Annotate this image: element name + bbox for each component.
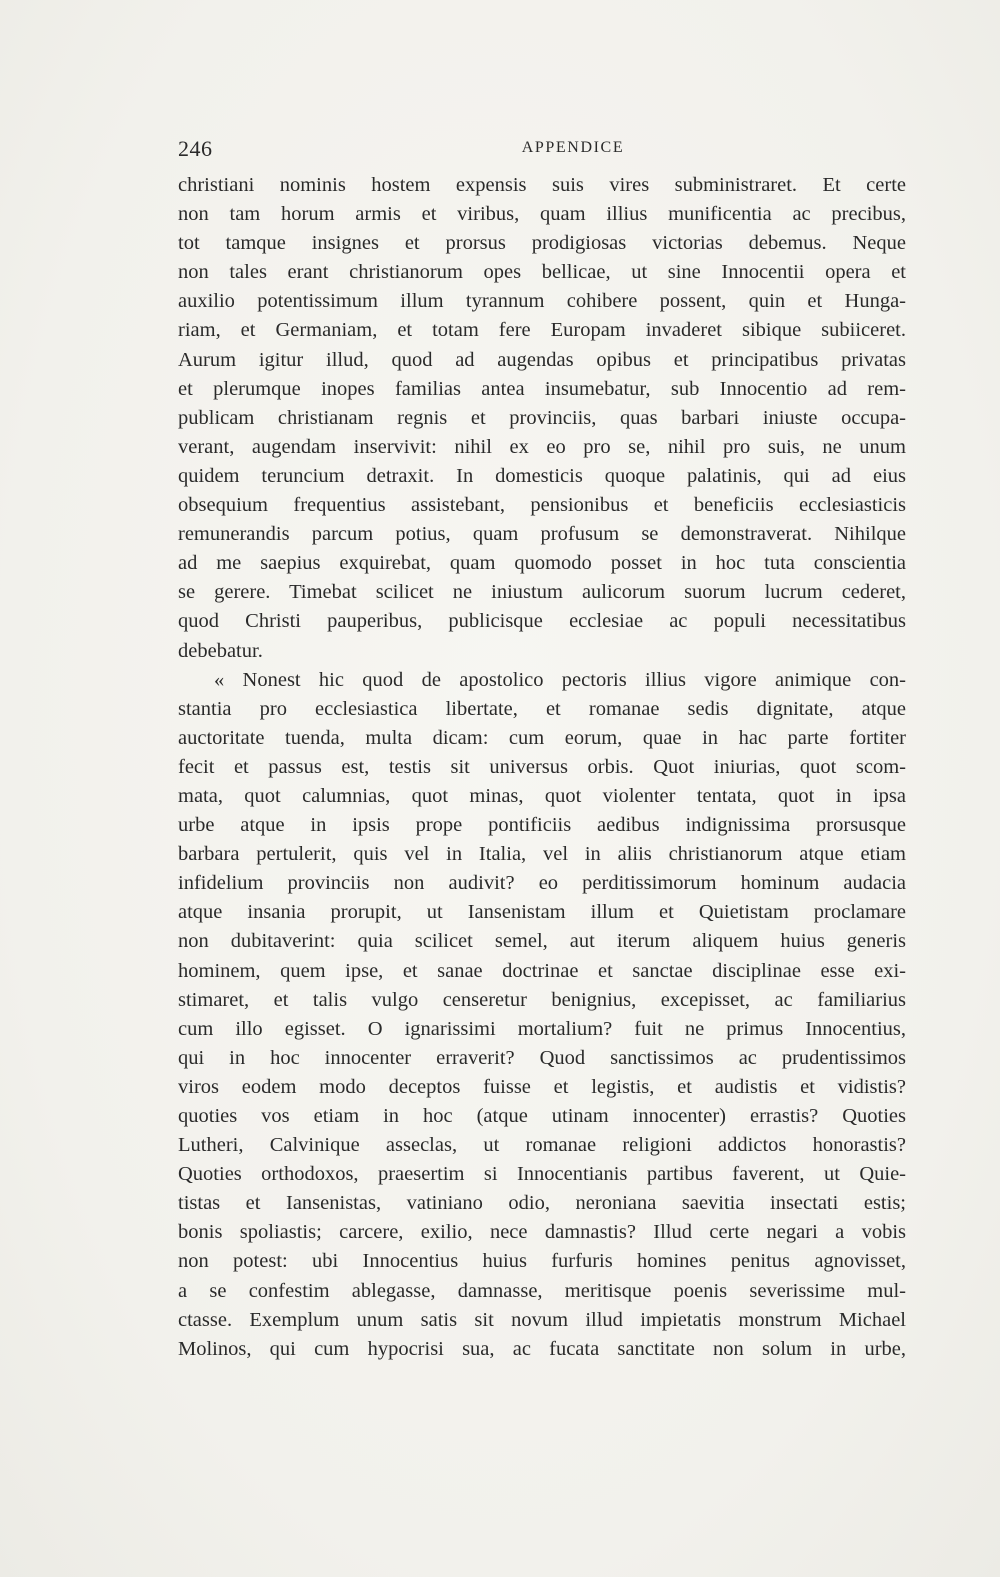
text-line: christiani nominis hostem expensis suis vires subministraret. Et certe — [178, 174, 906, 196]
text-line: quoties vos etiam in hoc (atque utinam innocenter) errastis? Quoties — [178, 1105, 906, 1127]
text-line: stimaret, et talis vulgo censeretur benignius, excepisset, ac familiarius — [178, 988, 906, 1011]
text-line: se gerere. Timebat scilicet ne iniustum aulicorum suorum lucrum cederet, — [178, 581, 906, 604]
text-line: non tales erant christianorum opes bellicae, ut sine Innocentii opera et — [178, 261, 906, 284]
paragraph-start-line: « Nonest hic quod de apostolico pectoris illius vigore animique con- — [214, 668, 906, 691]
text-line: non dubitaverint: quia scilicet semel, aut iterum aliquem huius generis — [178, 930, 906, 953]
text-line: auxilio potentissimum illum tyrannum cohibere possent, quin et Hunga- — [178, 290, 906, 313]
text-line: obsequium frequentius assistebant, pensionibus et beneficiis ecclesiasticis — [178, 494, 906, 517]
text-line: publicam christianam regnis et provinciis, quas barbari iniuste occupa- — [178, 406, 906, 429]
text-line: verant, augendam inservivit: nihil ex eo pro se, nihil pro suis, ne unum — [178, 435, 906, 458]
text-line: atque insania prorupit, ut Iansenistam illum et Quietistam proclamare — [178, 901, 906, 924]
text-line: mata, quot calumnias, quot minas, quot violenter tentata, quot in ipsa — [178, 784, 906, 807]
text-line: ctasse. Exemplum unum satis sit novum illud impietatis monstrum Michael — [178, 1308, 906, 1331]
paragraph-end-line: debebatur. — [178, 639, 263, 662]
text-line: quidem teruncium detraxit. In domesticis quoque palatinis, qui ad eius — [178, 464, 906, 487]
text-line: Quoties orthodoxos, praesertim si Innocentianis partibus faverent, ut Quie- — [178, 1163, 906, 1186]
text-line: non tam horum armis et viribus, quam illius munificentia ac precibus, — [178, 203, 906, 226]
text-line: fecit et passus est, testis sit universus orbis. Quot iniurias, quot scom- — [178, 755, 906, 778]
text-line: urbe atque in ipsis prope pontificiis aedibus indignissima prorsusque — [178, 814, 906, 837]
text-line: a se confestim ablegasse, damnasse, meritisque poenis severissime mul- — [178, 1279, 906, 1302]
running-head — [178, 136, 906, 162]
text-line: tistas et Iansenistas, vatiniano odio, neroniana saevitia insectati estis; — [178, 1192, 906, 1215]
text-line: remunerandis parcum potius, quam profusum se demonstraverat. Nihilque — [178, 523, 906, 546]
text-line: Molinos, qui cum hypocrisi sua, ac fucata sanctitate non solum in urbe, — [178, 1337, 906, 1360]
text-line: qui in hoc innocenter erraverit? Quod sanctissimos ac prudentissimos — [178, 1046, 906, 1069]
text-line: stantia pro ecclesiastica libertate, et romanae sedis dignitate, atque — [178, 697, 906, 720]
text-line: auctoritate tuenda, multa dicam: cum eorum, quae in hac parte fortiter — [178, 726, 906, 749]
text-line: barbara pertulerit, quis vel in Italia, vel in aliis christianorum atque etiam — [178, 843, 906, 866]
text-line: ad me saepius exquirebat, quam quomodo posset in hoc tuta conscientia — [178, 552, 906, 575]
text-line: bonis spoliastis; carcere, exilio, nece damnastis? Illud certe negari a vobis — [178, 1221, 906, 1244]
text-line: riam, et Germaniam, et totam fere Europam invaderet sibique subiiceret. — [178, 319, 906, 342]
text-line: viros eodem modo deceptos fuisse et legistis, et audistis et vidistis? — [178, 1075, 906, 1098]
body-text — [178, 171, 906, 1364]
text-line: quod Christi pauperibus, publicisque ecclesiae ac populi necessitatibus — [178, 610, 906, 633]
page-number: 246 — [178, 136, 213, 161]
text-line: infidelium provinciis non audivit? eo perditissimorum hominum audacia — [178, 872, 906, 895]
running-title: APPENDICE — [521, 139, 625, 156]
text-line: non potest: ubi Innocentius huius furfuris homines penitus agnovisset, — [178, 1250, 906, 1273]
text-line: et plerumque inopes familias antea insumebatur, sub Innocentio ad rem- — [178, 377, 906, 400]
text-line: cum illo egisset. O ignarissimi mortalium? fuit ne primus Innocentius, — [178, 1017, 906, 1040]
text-line: tot tamque insignes et prorsus prodigiosas victorias debemus. Neque — [178, 232, 906, 255]
text-line: Lutheri, Calvinique asseclas, ut romanae religioni addictos honorastis? — [178, 1134, 906, 1157]
text-line: hominem, quem ipse, et sanae doctrinae et sanctae disciplinae esse exi- — [178, 959, 906, 982]
text-line: Aurum igitur illud, quod ad augendas opibus et principatibus privatas — [178, 348, 906, 371]
